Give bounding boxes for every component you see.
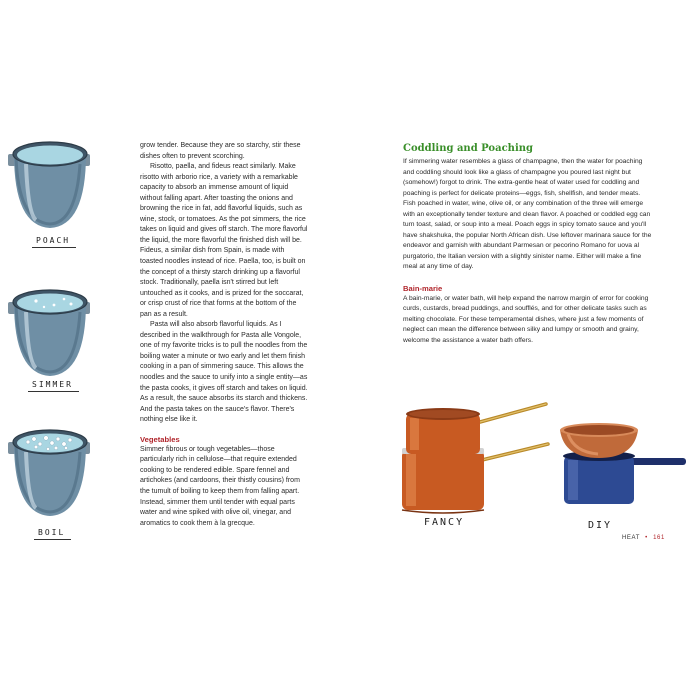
vegetables-heading: Vegetables xyxy=(140,434,180,444)
fancy-label: FANCY xyxy=(424,517,465,528)
bowl-over-pot-icon xyxy=(558,418,688,508)
running-head: HEAT xyxy=(622,535,640,541)
folio-separator: • xyxy=(645,535,648,541)
label-underline xyxy=(32,247,76,248)
left-body-text xyxy=(140,141,308,529)
right-body-text xyxy=(403,142,653,346)
body-paragraph: If simmering water resembles a glass of champagne, then the water for poaching and coddling should look like a glass of champagne you poured last night but (somehow!) forgot to drink. The extra-gentle heat of water used for coddling and poaching is perfect for delicate proteins—eggs, fish, shellfish, and tender meats. Fish poached in water, wine, olive oil, or any combination of the three will emerge with an exceptionally tender texture and clean flavor. A poached or coddled egg can turn toast, salad, or soup into a meal. Poach eggs in spicy tomato sauce and you'll have shakshuka, the popular North African dish. Use leftover marinara sauce for the endeavor and garnish with abundant Parmesan or pecorino Romano for uova al purgatorio, the Italian version with a slightly sinister name. Either will make a fine meal at any time of day. xyxy=(403,158,652,270)
body-paragraph: Pasta will also absorb flavorful liquids. As I described in the walkthrough for Pasta alle Vongole, one of my favorite tricks is to pull the noodles from the boiling water a minute or two early and let them finish cooking in a pan of simmering sauce. This allows the noodles and the sauce to unify into a single entity—as the pasta cooks, it gives off starch and takes on liquid. As a result, the sauce absorbs its starch and thickens. And the pasta takes on the sauce's flavor. There's nothing else like it. xyxy=(140,321,308,424)
body-paragraph: Simmer fibrous or tough vegetables—those particularly rich in cellulose—that require extended cooking to be rendered edible. Spare fennel and artichokes (and cardoons, their thistly cousins) from the tumult of boiling to keep them from falling apart. Instead, simmer them until tender with equal parts water and wine spiked with olive oil, vinegar, and aromatics to cook them à la grecque. xyxy=(140,445,300,527)
body-paragraph: A bain-marie, or water bath, will help expand the narrow margin of error for cooking curds, custards, bread puddings, and soufflés, and for other delicate tasks such as melting chocolate. For these temperamental dishes, where just a few moments of neglect can mean the difference between silky and lumpy or smooth and grainy, welcome the assistance a water bath offers. xyxy=(403,294,649,344)
body-paragraph: Risotto, paella, and fideus react similarly. Make risotto with arborio rice, a variety with a remarkable capacity to absorb an immense amount of liquid without falling apart. After toasting the onions and browning the rice in fat, add flavorful liquids, such as wine, stock, or tomatoes. As the pot simmers, the rice takes on liquid and gives off starch. The more flavorful the liquid, the more flavorful the finished dish will be. Fideus, a similar dish from Spain, is made with toasted noodles instead of rice. Paella, too, is built on the concept of a thirsty starch drinking up a flavorful stock. Traditionally, paella isn't stirred but left untouched as it cooks, and is prized for the soccarat, or crisp crust of rice that forms at the bottom of the pan as a result. xyxy=(140,163,308,318)
copper-double-boiler-icon xyxy=(400,398,552,516)
label-underline xyxy=(34,539,71,540)
right-page xyxy=(350,0,700,700)
page-folio xyxy=(622,535,665,541)
page-number: 161 xyxy=(653,535,665,541)
section-heading: Coddling and Poaching xyxy=(403,143,533,154)
pot-boil-icon xyxy=(6,422,96,522)
boil-label: BOIL xyxy=(38,528,65,537)
poach-label: POACH xyxy=(36,236,70,245)
label-underline xyxy=(28,391,79,392)
body-paragraph: grow tender. Because they are so starchy, stir these dishes often to prevent scorching. xyxy=(140,142,301,160)
pot-simmer-icon xyxy=(6,282,96,382)
diy-label: DIY xyxy=(588,520,613,531)
simmer-label: SIMMER xyxy=(32,380,73,389)
pot-poach-icon xyxy=(6,134,96,234)
bain-marie-heading: Bain-marie xyxy=(403,283,443,293)
